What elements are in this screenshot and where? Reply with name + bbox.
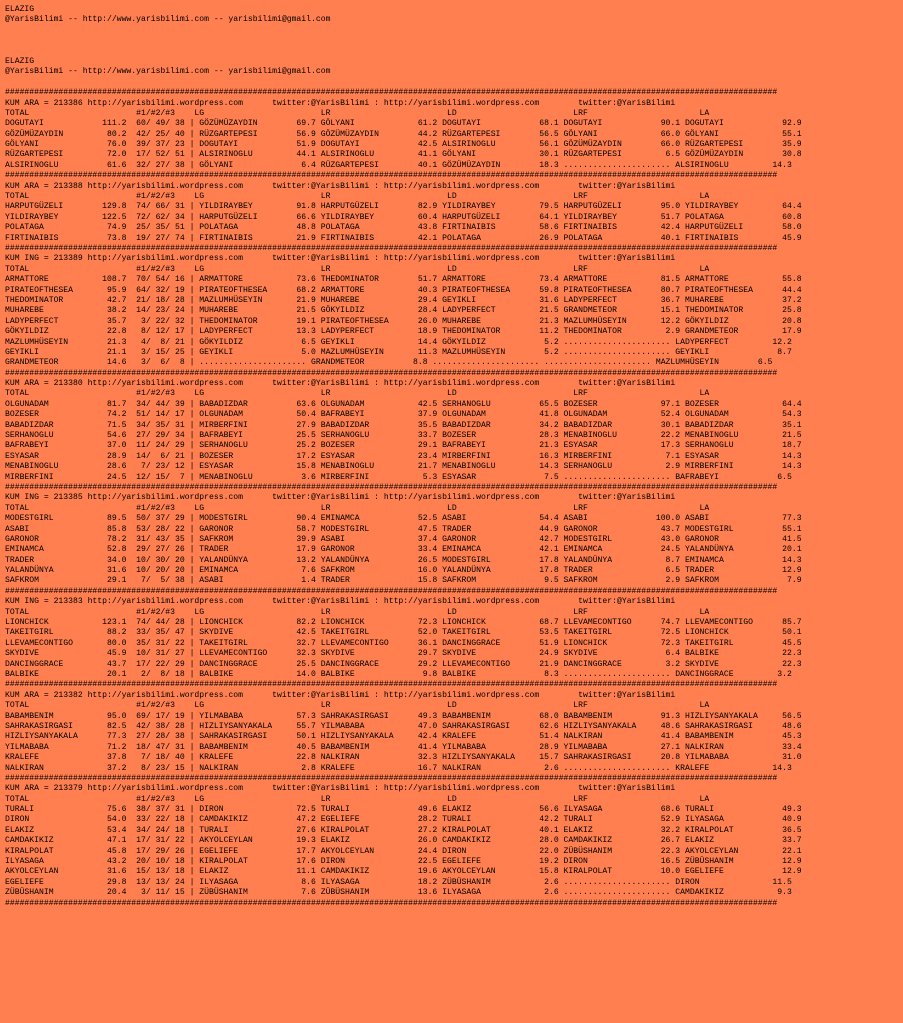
- race-title: KUM ARA = 213386 http://yarisbilimi.wordpress.com twitter:@YarisBilimi : http://yarisbilimi.wordpress.com twitter:@YarisBilimi: [5, 98, 676, 108]
- blank-line: [5, 47, 903, 57]
- race-row: TRADER 34.0 10/ 30/ 20 | YALANDÜNYA 13.2 YALANDÜNYA 26.5 MODESTGIRL 17.8 YALANDÜNYA 8.7 EMINAMCA 14.3: [5, 555, 802, 565]
- race-row: DOGUTAYI 111.2 60/ 49/ 38 | GÖZÜMÜZAYDIN 69.7 GÖLYANI 61.2 DOGUTAYI 68.1 DOGUTAYI 90.1 DOGUTAYI 92.9: [5, 119, 802, 129]
- separator-line: ###############################################################################################################################################################: [5, 171, 778, 181]
- race-column-header: TOTAL #1/#2/#3 LG LR LD LRF LA: [5, 389, 710, 399]
- separator-line: ###############################################################################################################################################################: [5, 243, 778, 253]
- separator-line: ###############################################################################################################################################################: [5, 586, 778, 596]
- race-row: BABAMBENIM 95.0 69/ 17/ 19 | YILMABABA 57.3 SAHRAKASIRGASI 49.3 BABAMBENIM 68.0 BABAMBENIM 91.3 HIZLIYSANYAKALA 56.5: [5, 711, 802, 721]
- race-row: ESYASAR 28.9 14/ 6/ 21 | BOZESER 17.2 ESYASAR 23.4 MIRBERFINI 16.3 MIRBERFINI 7.1 ESYASAR 14.3: [5, 451, 802, 461]
- race-title: KUM ING = 213383 http://yarisbilimi.wordpress.com twitter:@YarisBilimi : http://yarisbilimi.wordpress.com twitter:@YarisBilimi: [5, 597, 676, 607]
- race-row: SKYDIVE 45.9 10/ 31/ 27 | LLEVAMECONTIGO 32.3 SKYDIVE 29.7 SKYDIVE 24.9 SKYDIVE 6.4 BALBIKE 22.3: [5, 649, 802, 659]
- race-column-header: TOTAL #1/#2/#3 LG LR LD LRF LA: [5, 192, 710, 202]
- race-row: TURALI 75.6 38/ 37/ 31 | DIRON 72.5 TURALI 49.6 ELAKIZ 56.6 ILYASAGA 68.6 TURALI 49.3: [5, 805, 802, 815]
- race-row: NALKIRAN 37.2 8/ 23/ 15 | NALKIRAN 2.8 KRALEFE 16.7 NALKIRAN 2.6 ...................... KRALEFE 14.3: [5, 763, 792, 773]
- race-column-header: TOTAL #1/#2/#3 LG LR LD LRF LA: [5, 701, 710, 711]
- race-row: MENABINOGLU 28.6 7/ 23/ 12 | ESYASAR 15.8 MENABINOGLU 21.7 MENABINOGLU 14.3 SERHANOGLU 2.9 MIRBERFINI 14.3: [5, 462, 802, 472]
- race-row: SAFKROM 29.1 7/ 5/ 38 | ASABI 1.4 TRADER 15.8 SAFKROM 9.5 SAFKROM 2.9 SAFKROM 7.9: [5, 576, 802, 586]
- blank-line: [5, 36, 903, 46]
- race-row: FIRTINAIBIS 73.8 19/ 27/ 74 | FIRTINAIBIS 21.9 FIRTINAIBIS 42.1 POLATAGA 26.9 POLATAGA 40.1 FIRTINAIBIS 45.9: [5, 233, 802, 243]
- race-row: MIRBERFINI 24.5 12/ 15/ 7 | MENABINOGLU 3.6 MIRBERFINI 5.3 ESYASAR 7.5 ...................... BAFRABEYI 6.5: [5, 472, 792, 482]
- separator-line: ###############################################################################################################################################################: [5, 88, 778, 98]
- race-row: RÜZGARTEPESI 72.0 17/ 52/ 51 | ALSIRINOGLU 44.1 ALSIRINOGLU 41.1 GÖLYANI 30.1 RÜZGARTEPESI 6.5 GÖZÜMÜZAYDIN 30.8: [5, 150, 802, 160]
- race-row: CAMDAKIKIZ 47.1 17/ 31/ 22 | AKYOLCEYLAN 19.3 ELAKIZ 26.0 CAMDAKIKIZ 28.0 CAMDAKIKIZ 26.7 ELAKIZ 33.7: [5, 836, 802, 846]
- race-row: OLGUNADAM 81.7 34/ 44/ 39 | BABADIZDAR 63.6 OLGUNADAM 42.5 SERHANOGLU 65.5 BOZESER 97.1 BOZESER 64.4: [5, 399, 802, 409]
- race-row: YILMABABA 71.2 18/ 47/ 31 | BABAMBENIM 40.5 BABAMBENIM 41.4 YILMABABA 28.9 YILMABABA 27.1 NALKIRAN 33.4: [5, 742, 802, 752]
- race-row: ALSIRINOGLU 61.6 32/ 27/ 38 | GÖLYANI 6.4 RÜZGARTEPESI 40.1 GÖZÜMÜZAYDIN 18.3 ...................... ALSIRINOGLU 14.3: [5, 160, 792, 170]
- race-row: HARPUTGÜZELI 129.8 74/ 66/ 31 | YILDIRAYBEY 91.8 HARPUTGÜZELI 82.9 YILDIRAYBEY 79.5 HARPUTGÜZELI 95.0 YILDIRAYBEY 64.4: [5, 202, 802, 212]
- race-row: GÖLYANI 76.0 39/ 37/ 23 | DOGUTAYI 51.9 DOGUTAYI 42.5 ALSIRINOGLU 56.1 GÖZÜMÜZAYDIN 66.0 RÜZGARTEPESI 35.9: [5, 140, 802, 150]
- race-title: KUM ARA = 213382 http://yarisbilimi.wordpress.com twitter:@YarisBilimi : http://yarisbilimi.wordpress.com twitter:@YarisBilimi: [5, 690, 676, 700]
- race-row: GRANDMETEOR 14.6 3/ 6/ 8 | ...................... GRANDMETEOR 8.8 ...................... ...................... MAZLUMHÜSEYIN 6.5: [5, 358, 773, 368]
- race-title: KUM ARA = 213379 http://yarisbilimi.wordpress.com twitter:@YarisBilimi : http://yarisbilimi.wordpress.com twitter:@YarisBilimi: [5, 784, 676, 794]
- race-row: GÖKYILDIZ 22.8 8/ 12/ 17 | LADYPERFECT 13.3 LADYPERFECT 18.9 THEDOMINATOR 11.2 THEDOMINATOR 2.9 GRANDMETEOR 17.9: [5, 327, 802, 337]
- race-row: KRALEFE 37.8 7/ 18/ 40 | KRALEFE 22.8 NALKIRAN 32.3 HIZLIYSANYAKALA 15.7 SAHRAKASIRGASI 20.8 YILMABABA 31.0: [5, 753, 802, 763]
- race-row: MODESTGIRL 89.5 50/ 37/ 29 | MODESTGIRL 90.4 EMINAMCA 52.5 ASABI 54.4 ASABI 100.0 ASABI 77.3: [5, 514, 802, 524]
- race-column-header: TOTAL #1/#2/#3 LG LR LD LRF LA: [5, 503, 710, 513]
- separator-line: ###############################################################################################################################################################: [5, 898, 778, 908]
- race-row: MUHAREBE 38.2 14/ 23/ 24 | MUHAREBE 21.5 GÖKYILDIZ 28.4 LADYPERFECT 21.5 GRANDMETEOR 15.1 THEDOMINATOR 25.8: [5, 306, 802, 316]
- race-row: BAFRABEYI 37.0 11/ 24/ 29 | SERHANOGLU 25.2 BOZESER 29.1 BAFRABEYI 21.3 ESYASAR 17.3 SERHANOGLU 18.7: [5, 441, 802, 451]
- separator-line: ###############################################################################################################################################################: [5, 680, 778, 690]
- blank-line: [5, 78, 903, 88]
- race-row: GARONOR 78.2 31/ 43/ 35 | SAFKROM 39.9 ASABI 37.4 GARONOR 42.7 MODESTGIRL 43.0 GARONOR 41.5: [5, 534, 802, 544]
- race-row: ARMATTORE 108.7 70/ 54/ 16 | ARMATTORE 73.6 THEDOMINATOR 51.7 ARMATTORE 73.4 ARMATTORE 81.5 ARMATTORE 55.8: [5, 275, 802, 285]
- race-column-header: TOTAL #1/#2/#3 LG LR LD LRF LA: [5, 108, 710, 118]
- race-row: POLATAGA 74.9 25/ 35/ 51 | POLATAGA 48.8 POLATAGA 43.8 FIRTINAIBIS 58.6 FIRTINAIBIS 42.4 HARPUTGÜZELI 58.0: [5, 223, 802, 233]
- race-row: LADYPERFECT 35.7 3/ 22/ 32 | THEDOMINATOR 19.1 PIRATEOFTHESEA 26.0 MUHAREBE 21.3 MAZLUMHÜSEYIN 12.2 GÖKYILDIZ 20.8: [5, 316, 802, 326]
- race-title: KUM ARA = 213388 http://yarisbilimi.wordpress.com twitter:@YarisBilimi : http://yarisbilimi.wordpress.com twitter:@YarisBilimi: [5, 181, 676, 191]
- race-row: LLEVAMECONTIGO 80.0 35/ 31/ 22 | TAKEITGIRL 32.7 LLEVAMECONTIGO 36.1 DANCINGGRACE 51.9 LIONCHICK 72.3 TAKEITGIRL 45.5: [5, 638, 802, 648]
- race-column-header: TOTAL #1/#2/#3 LG LR LD LRF LA: [5, 264, 710, 274]
- race-column-header: TOTAL #1/#2/#3 LG LR LD LRF LA: [5, 607, 710, 617]
- race-row: BOZESER 74.2 51/ 14/ 17 | OLGUNADAM 50.4 BAFRABEYI 37.9 OLGUNADAM 41.8 OLGUNADAM 52.4 OLGUNADAM 54.3: [5, 410, 802, 420]
- race-row: SERHANOGLU 54.6 27/ 29/ 34 | BAFRABEYI 25.5 SERHANOGLU 33.7 BOZESER 28.3 MENABINOGLU 22.2 MENABINOGLU 21.5: [5, 431, 802, 441]
- race-row: TAKEITGIRL 88.2 33/ 35/ 47 | SKYDIVE 42.5 TAKEITGIRL 52.0 TAKEITGIRL 53.5 TAKEITGIRL 72.5 LIONCHICK 50.1: [5, 628, 802, 638]
- race-row: SAHRAKASIRGASI 82.5 42/ 38/ 28 | HIZLIYSANYAKALA 55.7 YILMABABA 47.0 SAHRAKASIRGASI 62.6 HIZLIYSANYAKALA 48.6 SAHRAKASIRGASI 48.6: [5, 721, 802, 731]
- separator-line: ###############################################################################################################################################################: [5, 368, 778, 378]
- race-row: DANCINGGRACE 43.7 17/ 22/ 29 | DANCINGGRACE 25.5 DANCINGGRACE 29.2 LLEVAMECONTIGO 21.9 DANCINGGRACE 3.2 SKYDIVE 22.3: [5, 659, 802, 669]
- race-row: YILDIRAYBEY 122.5 72/ 62/ 34 | HARPUTGÜZELI 66.6 YILDIRAYBEY 60.4 HARPUTGÜZELI 64.1 YILDIRAYBEY 51.7 POLATAGA 60.8: [5, 212, 802, 222]
- race-tables: [5, 88, 903, 909]
- blank-line: [5, 26, 903, 36]
- race-row: MAZLUMHÜSEYIN 21.3 4/ 8/ 21 | GÖKYILDIZ 6.5 GEYIKLI 14.4 GÖKYILDIZ 5.2 ...................... LADYPERFECT 12.2: [5, 337, 792, 347]
- header2-credit: @YarisBilimi -- http://www.yarisbilimi.com -- yarisbilimi@gmail.com: [5, 67, 331, 77]
- race-row: EMINAMCA 52.8 29/ 27/ 26 | TRADER 17.9 GARONOR 33.4 EMINAMCA 42.1 EMINAMCA 24.5 YALANDÜNYA 20.1: [5, 545, 802, 555]
- race-row: GEYIKLI 21.1 3/ 15/ 25 | GEYIKLI 5.0 MAZLUMHÜSEYIN 11.3 MAZLUMHÜSEYIN 5.2 ...................... GEYIKLI 8.7: [5, 347, 792, 357]
- race-title: KUM ARA = 213380 http://yarisbilimi.wordpress.com twitter:@YarisBilimi : http://yarisbilimi.wordpress.com twitter:@YarisBilimi: [5, 379, 676, 389]
- race-row: PIRATEOFTHESEA 95.9 64/ 32/ 19 | PIRATEOFTHESEA 68.2 ARMATTORE 40.3 PIRATEOFTHESEA 59.8 PIRATEOFTHESEA 80.7 PIRATEOFTHESEA 44.4: [5, 285, 802, 295]
- race-title: KUM ING = 213389 http://yarisbilimi.wordpress.com twitter:@YarisBilimi : http://yarisbilimi.wordpress.com twitter:@YarisBilimi: [5, 254, 676, 264]
- race-row: LIONCHICK 123.1 74/ 44/ 28 | LIONCHICK 82.2 LIONCHICK 72.3 LIONCHICK 68.7 LLEVAMECONTIGO 74.7 LLEVAMECONTIGO 85.7: [5, 618, 802, 628]
- race-title: KUM ING = 213385 http://yarisbilimi.wordpress.com twitter:@YarisBilimi : http://yarisbilimi.wordpress.com twitter:@YarisBilimi: [5, 493, 676, 503]
- separator-line: ###############################################################################################################################################################: [5, 482, 778, 492]
- header1-city: ELAZIG: [5, 5, 35, 14]
- race-row: AKYOLCEYLAN 31.6 15/ 13/ 18 | ELAKIZ 11.1 CAMDAKIKIZ 19.6 AKYOLCEYLAN 15.8 KIRALPOLAT 10.0 EGELIEFE 12.9: [5, 867, 802, 877]
- race-row: BABADIZDAR 71.5 34/ 35/ 31 | MIRBERFINI 27.9 BABADIZDAR 35.5 BABADIZDAR 34.2 BABADIZDAR 30.1 BABADIZDAR 35.1: [5, 420, 802, 430]
- race-row: ZÜBÜSHANIM 20.4 3/ 11/ 15 | ZÜBÜSHANIM 7.6 ZÜBÜSHANIM 13.6 ILYASAGA 2.6 ...................... CAMDAKIKIZ 9.3: [5, 888, 792, 898]
- race-row: YALANDÜNYA 31.6 10/ 20/ 20 | EMINAMCA 7.6 SAFKROM 16.0 YALANDÜNYA 17.8 TRADER 6.5 TRADER 12.9: [5, 566, 802, 576]
- race-row: ELAKIZ 53.4 34/ 24/ 18 | TURALI 27.6 KIRALPOLAT 27.2 KIRALPOLAT 40.1 ELAKIZ 32.2 KIRALPOLAT 36.5: [5, 825, 802, 835]
- race-row: DIRON 54.0 33/ 22/ 18 | CAMDAKIKIZ 47.2 EGELIEFE 28.2 TURALI 42.2 TURALI 52.9 ILYASAGA 40.9: [5, 815, 802, 825]
- race-row: KIRALPOLAT 45.8 17/ 29/ 26 | EGELIEFE 17.7 AKYOLCEYLAN 24.4 DIRON 22.0 ZÜBÜSHANIM 22.3 AKYOLCEYLAN 22.1: [5, 846, 802, 856]
- race-row: ASABI 85.8 53/ 28/ 22 | GARONOR 58.7 MODESTGIRL 47.5 TRADER 44.9 GARONOR 43.7 MODESTGIRL 55.1: [5, 524, 802, 534]
- race-row: ILYASAGA 43.2 20/ 10/ 18 | KIRALPOLAT 17.6 DIRON 22.5 EGELIEFE 19.2 DIRON 16.5 ZÜBÜSHANIM 12.9: [5, 857, 802, 867]
- race-row: EGELIEFE 29.8 13/ 13/ 24 | ILYASAGA 8.6 ILYASAGA 18.2 ZÜBÜSHANIM 2.6 ...................... DIRON 11.5: [5, 877, 792, 887]
- race-row: HIZLIYSANYAKALA 77.3 27/ 28/ 38 | SAHRAKASIRGASI 50.1 HIZLIYSANYAKALA 42.4 KRALEFE 51.4 NALKIRAN 41.4 BABAMBENIM 45.3: [5, 732, 802, 742]
- race-row: GÖZÜMÜZAYDIN 80.2 42/ 25/ 40 | RÜZGARTEPESI 56.9 GÖZÜMÜZAYDIN 44.2 RÜZGARTEPESI 56.5 GÖLYANI 66.0 GÖLYANI 55.1: [5, 129, 802, 139]
- header1-credit: @YarisBilimi -- http://www.yarisbilimi.com -- yarisbilimi@gmail.com: [5, 15, 331, 25]
- separator-line: ###############################################################################################################################################################: [5, 773, 778, 783]
- header2-city: ELAZIG: [5, 56, 35, 66]
- race-row: THEDOMINATOR 42.7 21/ 18/ 28 | MAZLUMHÜSEYIN 21.9 MUHAREBE 29.4 GEYIKLI 31.6 LADYPERFECT 36.7 MUHAREBE 37.2: [5, 295, 802, 305]
- race-column-header: TOTAL #1/#2/#3 LG LR LD LRF LA: [5, 794, 710, 804]
- race-row: BALBIKE 20.1 2/ 8/ 18 | BALBIKE 14.0 BALBIKE 9.8 BALBIKE 8.3 ...................... DANCINGGRACE 3.2: [5, 670, 792, 679]
